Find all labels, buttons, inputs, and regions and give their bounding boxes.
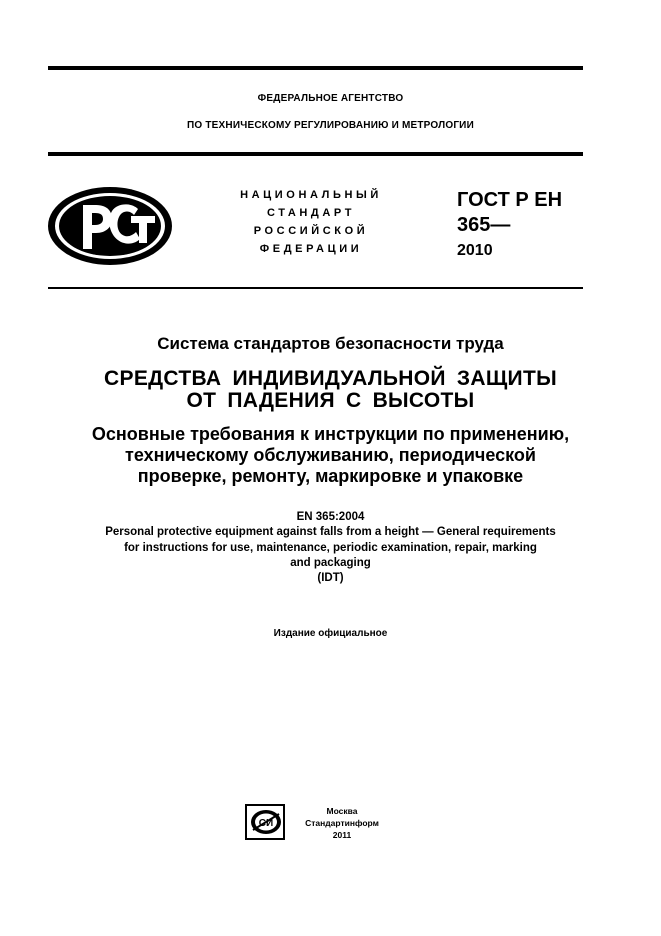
gost-r-certification-logo-icon (46, 185, 174, 267)
national-standard-line2: СТАНДАРТ (266, 207, 356, 219)
subtitle-line1: Основные требования к инструкции по применению, (91, 424, 570, 444)
designation-line1: ГОСТ Р ЕН (457, 189, 563, 211)
publisher-year: 2011 (332, 830, 352, 840)
subtitle-line3: проверке, ремонту, маркировке и упаковке (137, 466, 524, 486)
en-title-line2: for instructions for use, maintenance, periodic examination, repair, marking (124, 542, 537, 554)
en-title-line1: Personal protective equipment against falls from a height — General requirements (105, 526, 556, 538)
agency-name-line2: ПО ТЕХНИЧЕСКОМУ РЕГУЛИРОВАНИЮ И МЕТРОЛОГИИ (187, 120, 474, 131)
en-code: EN 365:2004 (296, 511, 365, 523)
subtitle-line2: техническому обслуживанию, периодической (125, 445, 536, 465)
agency-name-line1: ФЕДЕРАЛЬНОЕ АГЕНТСТВО (257, 93, 404, 104)
national-standard-line1: НАЦИОНАЛЬНЫЙ (240, 189, 382, 201)
publisher-city: Москва (326, 806, 358, 816)
main-title-line2: ОТ ПАДЕНИЯ С ВЫСОТЫ (186, 389, 475, 412)
en-title-line3: and packaging (290, 557, 371, 569)
system-title: Система стандартов безопасности труда (157, 334, 504, 353)
idt-label: (IDT) (317, 572, 344, 584)
svg-text:СИ: СИ (258, 818, 274, 829)
main-title-line1: СРЕДСТВА ИНДИВИДУАЛЬНОЙ ЗАЩИТЫ (104, 367, 557, 390)
national-standard-line3: РОССИЙСКОЙ (253, 225, 369, 237)
designation-line2: 365— (457, 214, 511, 236)
standartinform-logo-icon (245, 804, 285, 840)
designation-line3: 2010 (457, 242, 493, 259)
edition-label: Издание официальное (273, 628, 388, 639)
agency-rule (48, 152, 583, 156)
publisher-name: Стандартинформ (305, 818, 379, 828)
top-rule (48, 66, 583, 70)
header-rule (48, 287, 583, 289)
national-standard-line4: ФЕДЕРАЦИИ (259, 243, 363, 255)
